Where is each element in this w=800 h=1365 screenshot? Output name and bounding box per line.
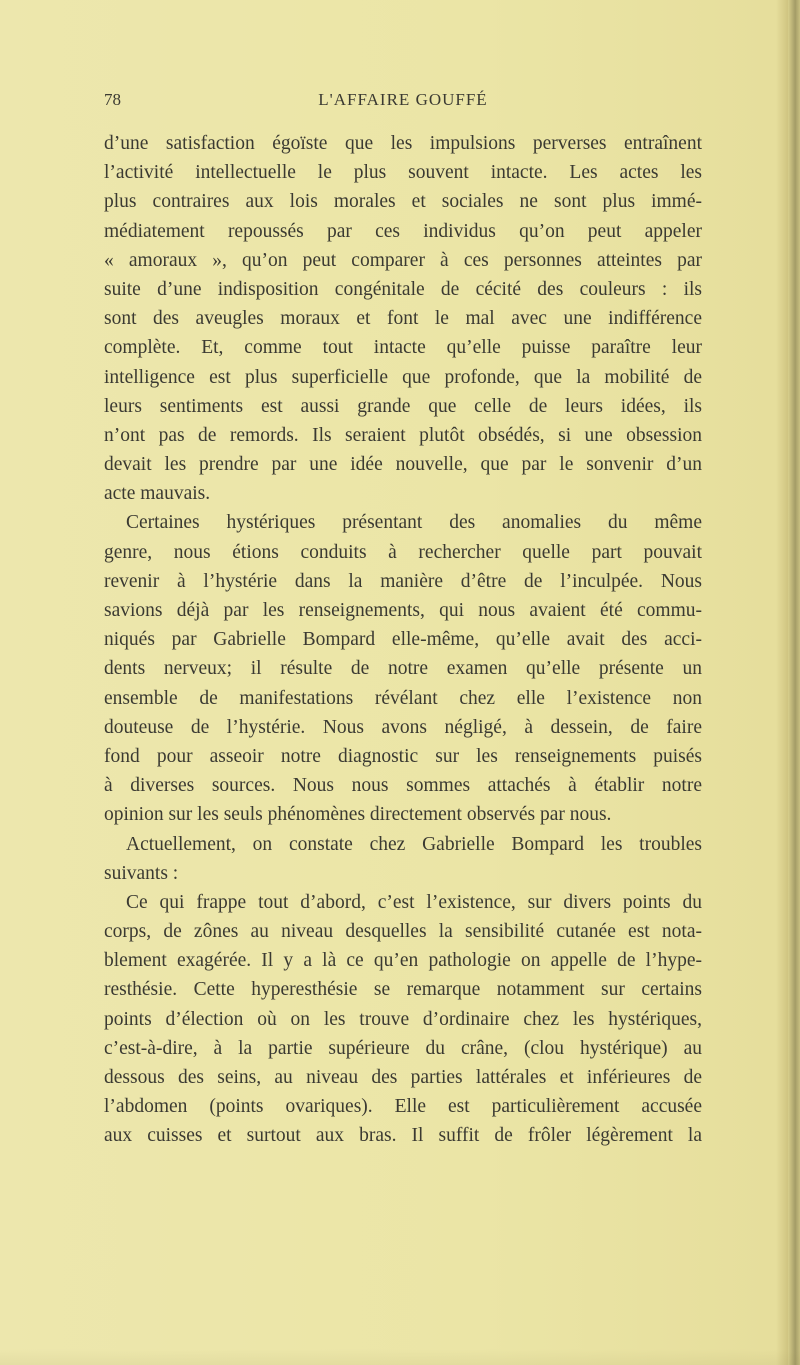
page-header [104, 90, 702, 114]
text-line: l’abdomen (points ovariques). Elle est particulièrement accusée [104, 1096, 702, 1118]
text-line: Ce qui frappe tout d’abord, c’est l’existence, sur divers points du [126, 891, 702, 913]
text-line: devait les prendre par une idée nouvelle, que par le sonvenir d’un [104, 454, 702, 476]
text-line: intelligence est plus superficielle que profonde, que la mobilité de [104, 366, 702, 388]
text-line: aux cuisses et surtout aux bras. Il suffit de frôler légèrement la [104, 1125, 702, 1147]
text-line: dessous des seins, au niveau des parties lattérales et inférieures de [104, 1067, 702, 1088]
text-line: à diverses sources. Nous nous sommes attachés à établir notre [104, 775, 702, 797]
text-line: acte mauvais. [104, 483, 211, 505]
text-line: plus contraires aux lois morales et sociales ne sont plus immé- [104, 191, 702, 213]
text-line: « amoraux », qu’on peut comparer à ces personnes atteintes par [104, 249, 702, 271]
text-line: blement exagérée. Il y a là ce qu’en pathologie on appelle de l’hype- [104, 950, 702, 972]
text-line: suite d’une indisposition congénitale de cécité des couleurs : ils [104, 278, 702, 300]
page-bottom-shade [0, 1349, 800, 1365]
body-text [104, 129, 702, 1151]
text-line: genre, nous étions conduits à rechercher quelle part pouvait [104, 541, 702, 563]
text-line: c’est-à-dire, à la partie supérieure du crâne, (clou hystérique) au [104, 1037, 702, 1059]
text-line: niqués par Gabrielle Bompard elle-même, qu’elle avait des acci- [104, 629, 702, 651]
text-line: ensemble de manifestations révélant chez elle l’existence non [104, 687, 702, 709]
text-line: suivants : [104, 862, 179, 884]
text-line: dents nerveux; il résulte de notre examen qu’elle présente un [104, 658, 702, 680]
text-line: d’une satisfaction égoïste que les impulsions perverses entraînent [104, 133, 702, 154]
text-line: n’ont pas de remords. Ils seraient plutôt obsédés, si une obsession [104, 424, 702, 446]
text-line: l’activité intellectuelle le plus souvent intacte. Les actes les [104, 162, 702, 184]
text-line: points d’élection où on les trouve d’ordinaire chez les hystériques, [104, 1008, 702, 1030]
text-line: médiatement repoussés par ces individus qu’on peut appeler [104, 220, 702, 242]
text-line: douteuse de l’hystérie. Nous avons négligé, à dessein, de faire [104, 716, 702, 738]
page-edge-shadow [788, 0, 800, 1365]
text-line: complète. Et, comme tout intacte qu’elle puisse paraître leur [104, 337, 702, 359]
text-line: fond pour asseoir notre diagnostic sur les renseignements puisés [104, 745, 702, 767]
text-line: leurs sentiments est aussi grande que celle de leurs idées, ils [104, 395, 702, 417]
page-number: 78 [104, 90, 121, 109]
text-line: sont des aveugles moraux et font le mal avec une indifférence [104, 308, 702, 330]
text-line: opinion sur les seuls phénomènes directement observés par nous. [104, 804, 612, 826]
text-line: Certaines hystériques présentant des anomalies du même [126, 512, 702, 534]
text-line: corps, de zônes au niveau desquelles la sensibilité cutanée est nota- [104, 921, 702, 943]
text-line: revenir à l’hystérie dans la manière d’être de l’inculpée. Nous [104, 570, 702, 592]
text-line: resthésie. Cette hyperesthésie se remarque notamment sur certains [104, 979, 702, 1001]
text-line: Actuellement, on constate chez Gabrielle Bompard les troubles [126, 833, 702, 855]
text-line: savions déjà par les renseignements, qui nous avaient été commu- [104, 600, 702, 621]
running-title: L'AFFAIRE GOUFFÉ [318, 90, 488, 109]
